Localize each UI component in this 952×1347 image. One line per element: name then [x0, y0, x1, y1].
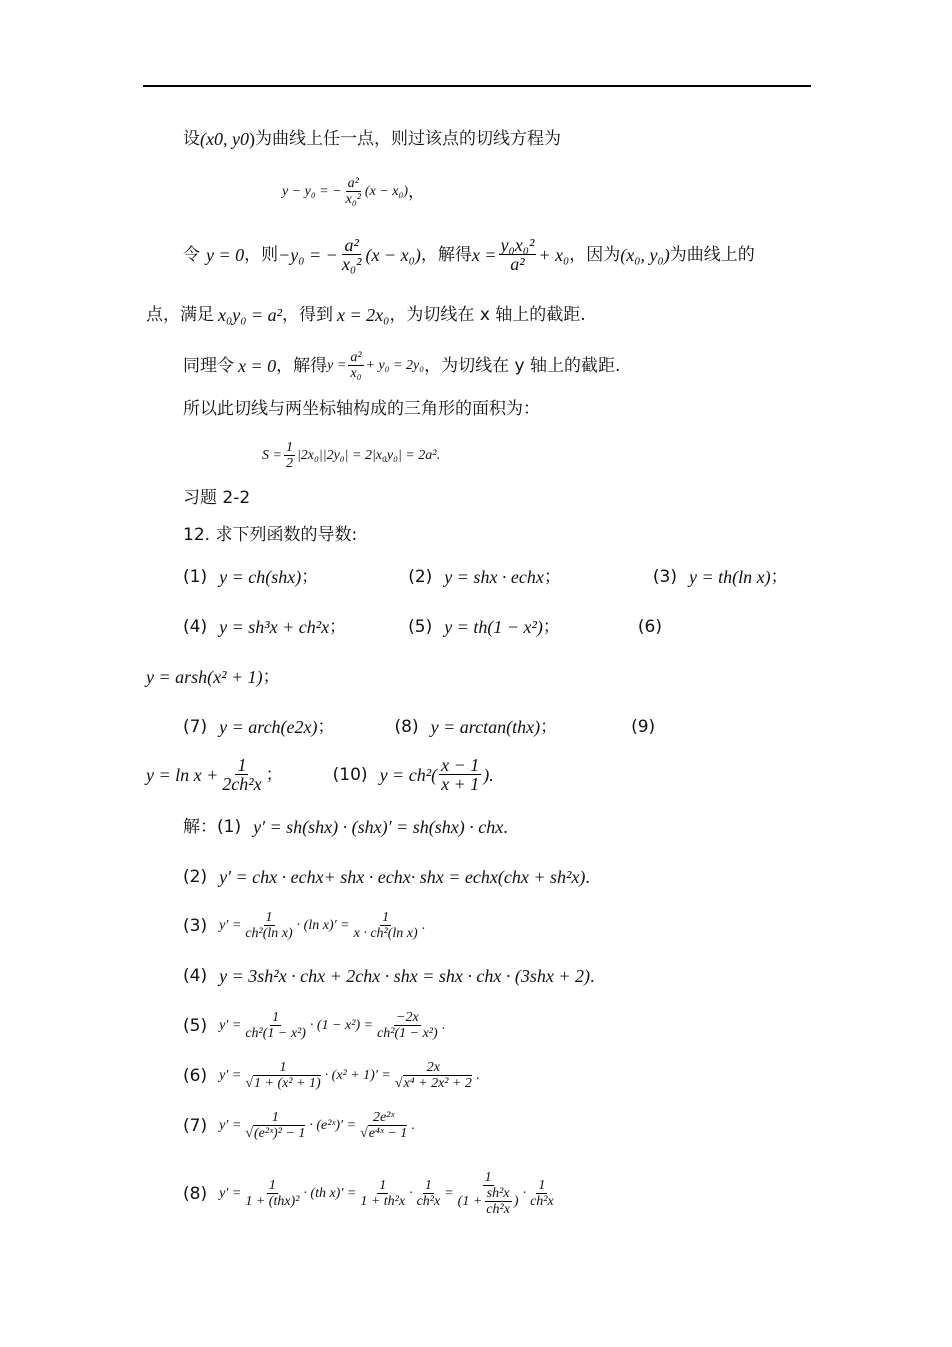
math: ). [483, 764, 494, 785]
math: y′ = [219, 917, 242, 933]
problem-items-1-3 [183, 566, 803, 588]
denominator: ch²(1 − x²) [377, 1026, 438, 1041]
radicand: e⁴ˣ − 1 [368, 1126, 408, 1141]
fraction [340, 236, 364, 273]
math: y = ln x + [146, 764, 219, 785]
text: ； [265, 764, 283, 785]
denominator: 2 [285, 456, 293, 471]
text: 点，满足 [146, 305, 214, 325]
math: chx [385, 867, 411, 887]
text: 12. 求下列函数的导数: [183, 525, 358, 545]
math: ) [248, 129, 255, 149]
item-number: (3) [652, 567, 677, 587]
fraction [375, 1010, 440, 1041]
problem-items-9-10 [146, 756, 494, 793]
text: 所以此切线与两坐标轴构成的三角形的面积为： [183, 399, 540, 419]
solution-6 [183, 1060, 479, 1091]
math: y′ = chx · e [219, 867, 299, 887]
denominator [456, 1186, 521, 1217]
item-number: (6) [183, 1065, 208, 1086]
denominator: a² [510, 254, 525, 274]
math: (x − x₀) [365, 244, 421, 265]
math: · (1 − x²) = [309, 1017, 374, 1033]
math: , y [222, 129, 240, 149]
math: (1 + [457, 1194, 483, 1209]
text: 为曲线上的 [669, 244, 755, 265]
denominator: ch²x [416, 1194, 441, 1209]
item-number: (3) [183, 915, 208, 936]
text: ， [408, 181, 425, 202]
fraction [393, 1060, 474, 1091]
math: chx [518, 567, 544, 587]
math: · [409, 1185, 413, 1201]
text: ； [542, 617, 560, 637]
text: ； [317, 717, 335, 737]
math: 0 [239, 129, 249, 149]
numerator: 1 [379, 1178, 387, 1193]
math: . [475, 1067, 480, 1083]
denominator: ch²(1 − x²) [245, 1026, 306, 1041]
numerator: sh²x [486, 1186, 510, 1201]
fraction [243, 910, 294, 941]
denominator: ch²x [530, 1194, 554, 1209]
radicand: 1 + (x² + 1) [254, 1076, 321, 1091]
math: . [441, 1017, 446, 1033]
text: ； [540, 717, 558, 737]
denominator: x · ch²(ln x) [353, 926, 418, 941]
fraction [243, 1060, 322, 1091]
numerator: 1 [484, 1170, 492, 1185]
math: ) [311, 717, 318, 737]
math: 2x [294, 717, 312, 737]
fraction [439, 756, 481, 793]
math: x = 2x₀ [337, 305, 390, 325]
heading: 习题 2-2 [183, 488, 251, 508]
math: (x₀, y₀) [620, 244, 670, 265]
math: y = arctan(thx) [430, 717, 541, 737]
item-number: (5) [408, 617, 433, 637]
text: ，得到 [282, 305, 334, 325]
math: + shx · e [323, 867, 386, 887]
numerator: 1 [424, 1178, 432, 1193]
fraction [344, 176, 363, 207]
denominator: x + 1 [441, 774, 480, 794]
math: y = th(1 − x²) [444, 617, 543, 637]
math: y = arch(e [219, 717, 295, 737]
math: y = 3sh²x · chx + 2chx · shx = shx · chx · (3shx + 2) [219, 966, 590, 986]
denominator: x₀ [350, 366, 362, 381]
text: 设 [183, 129, 200, 149]
radicand: x⁴ + 2x² + 2 [403, 1076, 472, 1091]
math: chx [472, 867, 498, 887]
text: ，解得 [420, 244, 472, 265]
denominator: 1 + (thx)² [245, 1194, 300, 1209]
text-line-y-intercept [183, 350, 620, 381]
text: ，解得 [276, 355, 328, 376]
numerator: a² [344, 235, 359, 255]
item-number: (2) [408, 567, 433, 587]
math: . [589, 966, 595, 986]
section-heading [183, 487, 250, 509]
solution-8 [183, 1170, 558, 1217]
denominator: 1 + th²x [360, 1194, 406, 1209]
item-number: (8) [394, 717, 419, 737]
text: ； [329, 617, 347, 637]
math: y = th(ln x) [689, 567, 771, 587]
fraction [415, 1178, 443, 1209]
numerator: x − 1 [441, 755, 480, 775]
text-line-point [183, 128, 561, 150]
item-number: (7) [183, 717, 208, 737]
numerator: a² [350, 350, 362, 365]
numerator: 1 [271, 1110, 279, 1125]
fraction [243, 1178, 301, 1209]
fraction [220, 756, 263, 793]
denominator: 2ch²x [222, 774, 262, 794]
text: ； [301, 567, 319, 587]
item-number: (6) [637, 617, 663, 637]
fraction [358, 1110, 409, 1141]
math: y = shx · e [444, 567, 519, 587]
math: y = arsh(x² + 1) [146, 667, 263, 687]
math: . [411, 1117, 415, 1133]
math: · shx = e [410, 867, 473, 887]
item-number: (4) [183, 617, 208, 637]
text: ，则 [244, 244, 279, 265]
text: 同理令 [183, 355, 234, 376]
text: 为曲线上任一点，则过该点的切线方程为 [254, 129, 561, 149]
problem-statement [183, 524, 357, 546]
math: y − y₀ = − [282, 183, 342, 199]
fraction [243, 1110, 307, 1141]
math: x = 0 [238, 355, 277, 376]
math: · (th x)′ = [303, 1185, 357, 1201]
text: 令 [183, 244, 200, 265]
fraction [352, 910, 420, 941]
item-number: (2) [183, 867, 208, 887]
denominator: √e⁴ˣ − 1 [360, 1126, 408, 1141]
math: (x [200, 129, 214, 149]
math: −y₀ = − [278, 244, 338, 265]
item-number: (7) [183, 1115, 208, 1136]
numerator: −2x [396, 1010, 419, 1025]
math: + x₀ [538, 244, 570, 265]
fraction [484, 1186, 512, 1217]
numerator: 1 [279, 1060, 287, 1075]
math: = [444, 1185, 454, 1201]
fraction [243, 1010, 308, 1041]
denominator: x₀² [341, 254, 362, 274]
math: y = [327, 357, 347, 373]
math: y′ = [219, 1185, 242, 1201]
math: . [585, 867, 590, 887]
denominator: √x⁴ + 2x² + 2 [394, 1076, 472, 1091]
numerator: 1 [272, 1010, 280, 1025]
text: ，因为 [569, 244, 621, 265]
text: ，为切线在 y 轴上的截距. [424, 355, 621, 376]
math: y′ = [219, 1067, 242, 1083]
item-number: (8) [183, 1183, 208, 1204]
equation-tangent [282, 176, 425, 207]
numerator: 1 [285, 440, 293, 455]
fraction [456, 1170, 521, 1217]
radicand: (e²ˣ)² − 1 [254, 1126, 306, 1141]
problem-items-4-6 [183, 616, 662, 638]
numerator: 1 [382, 910, 390, 925]
math: x = [471, 244, 497, 265]
text: ； [262, 667, 280, 687]
math: y = 0 [206, 244, 245, 265]
math: + y₀ = 2y₀ [365, 357, 425, 373]
fraction [348, 350, 363, 381]
numerator: 1 [237, 755, 247, 775]
text: ； [543, 567, 561, 587]
numerator: 1 [268, 1178, 276, 1193]
text: ； [770, 567, 788, 587]
text-line-intercept-x [183, 236, 755, 273]
numerator: a² [347, 176, 359, 191]
problem-item-6-formula [146, 666, 280, 688]
fraction [499, 236, 537, 273]
math: · (e²ˣ)′ = [309, 1117, 357, 1133]
text-line-x-intercept [146, 304, 586, 326]
item-number: (5) [183, 1015, 208, 1036]
math: · (ln x)′ = [296, 917, 350, 933]
item-number: (9) [631, 717, 656, 737]
math: y = sh³x + ch²x [219, 617, 330, 637]
math: (chx + sh²x) [497, 867, 586, 887]
denominator: ch²(ln x) [245, 926, 293, 941]
item-number: (1) [183, 567, 208, 587]
numerator: 1 [265, 910, 273, 925]
solution-3 [183, 910, 425, 941]
solution-2 [183, 866, 590, 888]
denominator: x₀² [345, 192, 361, 207]
fraction [528, 1178, 556, 1209]
solution-7 [183, 1110, 415, 1141]
text: ，为切线在 x 轴上的截距. [389, 305, 586, 325]
denominator: √1 + (x² + 1) [245, 1076, 321, 1091]
numerator: y₀x₀² [500, 235, 535, 255]
math: chx [298, 867, 324, 887]
numerator: 2e²ˣ [372, 1110, 395, 1125]
math: |2x₀||2y₀| = 2|x₀y₀| = 2a² [296, 447, 437, 463]
solution-5 [183, 1010, 445, 1041]
math: 0 [213, 129, 223, 149]
fraction [284, 440, 295, 471]
item-number: (4) [183, 966, 208, 986]
fraction [358, 1178, 407, 1209]
numerator: 2x [426, 1060, 440, 1075]
math: ) [513, 1194, 519, 1209]
item-number: (10) [332, 764, 368, 785]
math: S = [262, 447, 282, 463]
header-rule [143, 85, 811, 87]
solution-4 [183, 965, 594, 987]
math: x₀y₀ = a² [218, 305, 283, 325]
math: y = ch²( [379, 764, 438, 785]
math: . [503, 817, 508, 837]
math: · (x² + 1)′ = [324, 1067, 391, 1083]
text-line-area [183, 398, 540, 420]
math: y′ = [219, 1017, 242, 1033]
math: . [436, 447, 440, 463]
text: 解：(1) [183, 817, 242, 837]
math: (x − x₀) [364, 183, 408, 199]
math: y = ch(shx) [219, 567, 302, 587]
math: · [522, 1185, 527, 1201]
math: . [421, 917, 426, 933]
denominator: ch²x [486, 1202, 510, 1217]
problem-items-7-9 [183, 716, 655, 738]
solution-1 [183, 816, 508, 838]
equation-area [262, 440, 440, 471]
math: y′ = [219, 1117, 242, 1133]
numerator: 1 [538, 1178, 546, 1193]
denominator: √(e²ˣ)² − 1 [245, 1126, 306, 1141]
math: y′ = sh(shx) · (shx)′ = sh(shx) · chx [253, 817, 504, 837]
